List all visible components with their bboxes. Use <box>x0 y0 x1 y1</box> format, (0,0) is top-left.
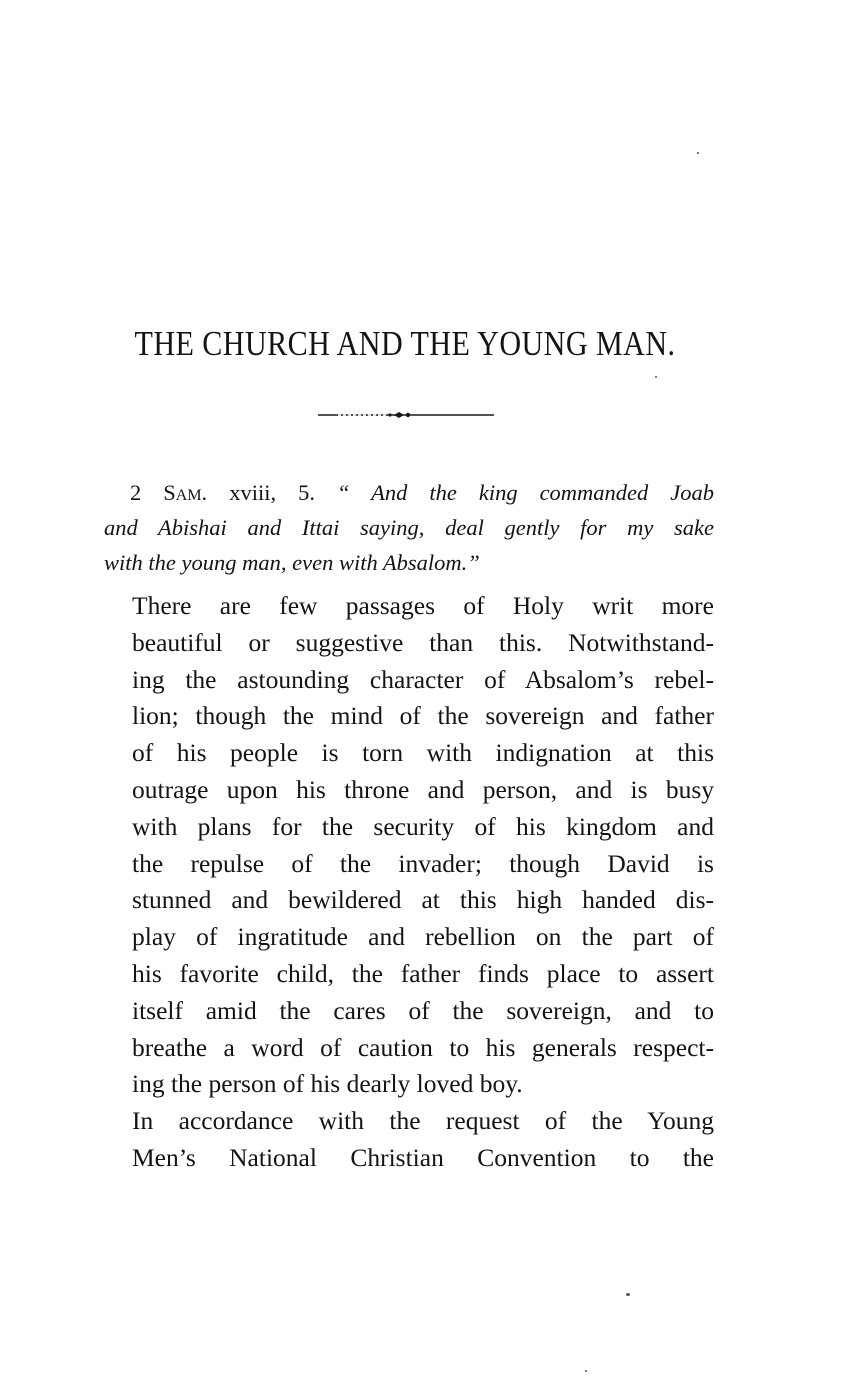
paragraph <box>104 1103 714 1177</box>
scan-speck <box>697 152 699 154</box>
scan-speck <box>585 1370 587 1372</box>
text-line: itself amid the cares of the sovereign, and to <box>132 995 714 1025</box>
text-line: his favorite child, the father finds place to assert <box>132 958 714 988</box>
paragraph <box>104 588 714 1103</box>
text-line: with plans for the security of his kingdom and <box>132 811 714 841</box>
scan-speck <box>655 376 657 378</box>
chapter-title: THE CHURCH AND THE YOUNG MAN. <box>134 324 676 363</box>
epigraph-line: and Abishai and Ittai saying, deal gently for my sake <box>104 515 714 540</box>
text-line: There are few passages of Holy writ more <box>132 591 714 620</box>
text-line: ing the person of his dearly loved boy. <box>132 1069 523 1099</box>
scripture-reference-chapter: xviii, 5. <box>229 480 315 505</box>
epigraph-quote: “ And the king commanded Joab <box>336 480 715 505</box>
text-line: lion; though the mind of the sovereign and father <box>132 701 714 731</box>
scripture-reference-book: Sam. <box>163 480 208 505</box>
body-text <box>104 588 714 1177</box>
text-line: ing the astounding character of Absalom’s rebel- <box>132 664 714 694</box>
text-line: stunned and bewildered at this high handed dis- <box>132 885 714 915</box>
text-line: the repulse of the invader; though David is <box>132 848 714 878</box>
epigraph-line <box>104 475 714 510</box>
text-line: outrage upon his throne and person, and is busy <box>132 774 714 804</box>
scan-speck <box>626 1293 630 1296</box>
text-line: In accordance with the request of the Young <box>132 1106 714 1136</box>
ornamental-rule <box>318 408 494 422</box>
text-line: play of ingratitude and rebellion on the part of <box>132 922 714 952</box>
text-line: of his people is torn with indignation at this <box>132 738 714 768</box>
epigraph <box>104 475 714 580</box>
scripture-reference-number: 2 <box>130 480 142 505</box>
epigraph-line: with the young man, even with Absalom.” <box>104 550 480 575</box>
text-line: beautiful or suggestive than this. Notwithstand- <box>132 627 714 657</box>
text-line: breathe a word of caution to his generals respect- <box>132 1032 714 1062</box>
text-line: Men’s National Christian Convention to the <box>132 1142 714 1172</box>
